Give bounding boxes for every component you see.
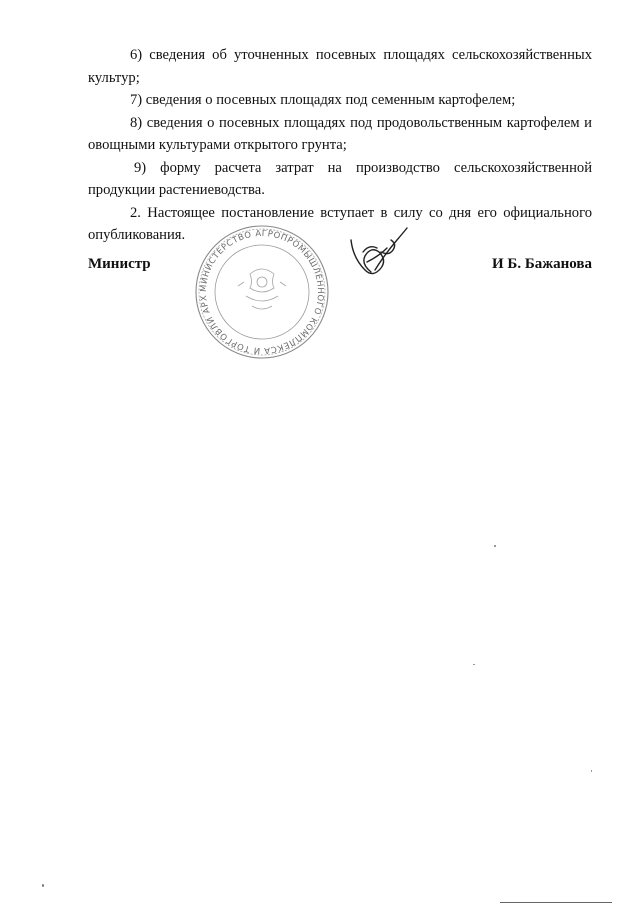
list-item-8: 8) сведения о посевных площадях под продовольственным картофелем и овощными культурами открытого грунта;: [88, 114, 592, 153]
list-item-6: 6) сведения об уточненных посевных площадях сельскохозяйственных культур;: [88, 47, 592, 86]
scan-edge-line: [500, 902, 612, 903]
scan-speck: [473, 664, 475, 665]
seal-graphic: [192, 222, 332, 362]
document-body: [88, 44, 592, 247]
signature-row: [88, 256, 592, 280]
signatory-title: Министр: [88, 256, 151, 272]
scan-speck: [591, 770, 592, 772]
scan-speck: [42, 884, 44, 887]
signatory-name: И Б. Бажанова: [492, 256, 592, 272]
clause-2: 2. Настоящее постановление вступает в силу со дня его официального опубликования.: [88, 204, 592, 243]
scan-speck: [494, 545, 496, 547]
list-item-9: 9) форму расчета затрат на производство сельскохозяйственной продукции растениеводства.: [88, 159, 592, 198]
official-seal: [192, 222, 332, 362]
svg-text:МИНИСТЕРСТВО АГРОПРОМЫШЛЕННОГО: МИНИСТЕРСТВО АГРОПРОМЫШЛЕННОГО КОМПЛЕКСА И ТОРГОВЛИ АРХ: [197, 227, 327, 357]
list-item-7: 7) сведения о посевных площадях под семенным картофелем;: [130, 92, 516, 108]
